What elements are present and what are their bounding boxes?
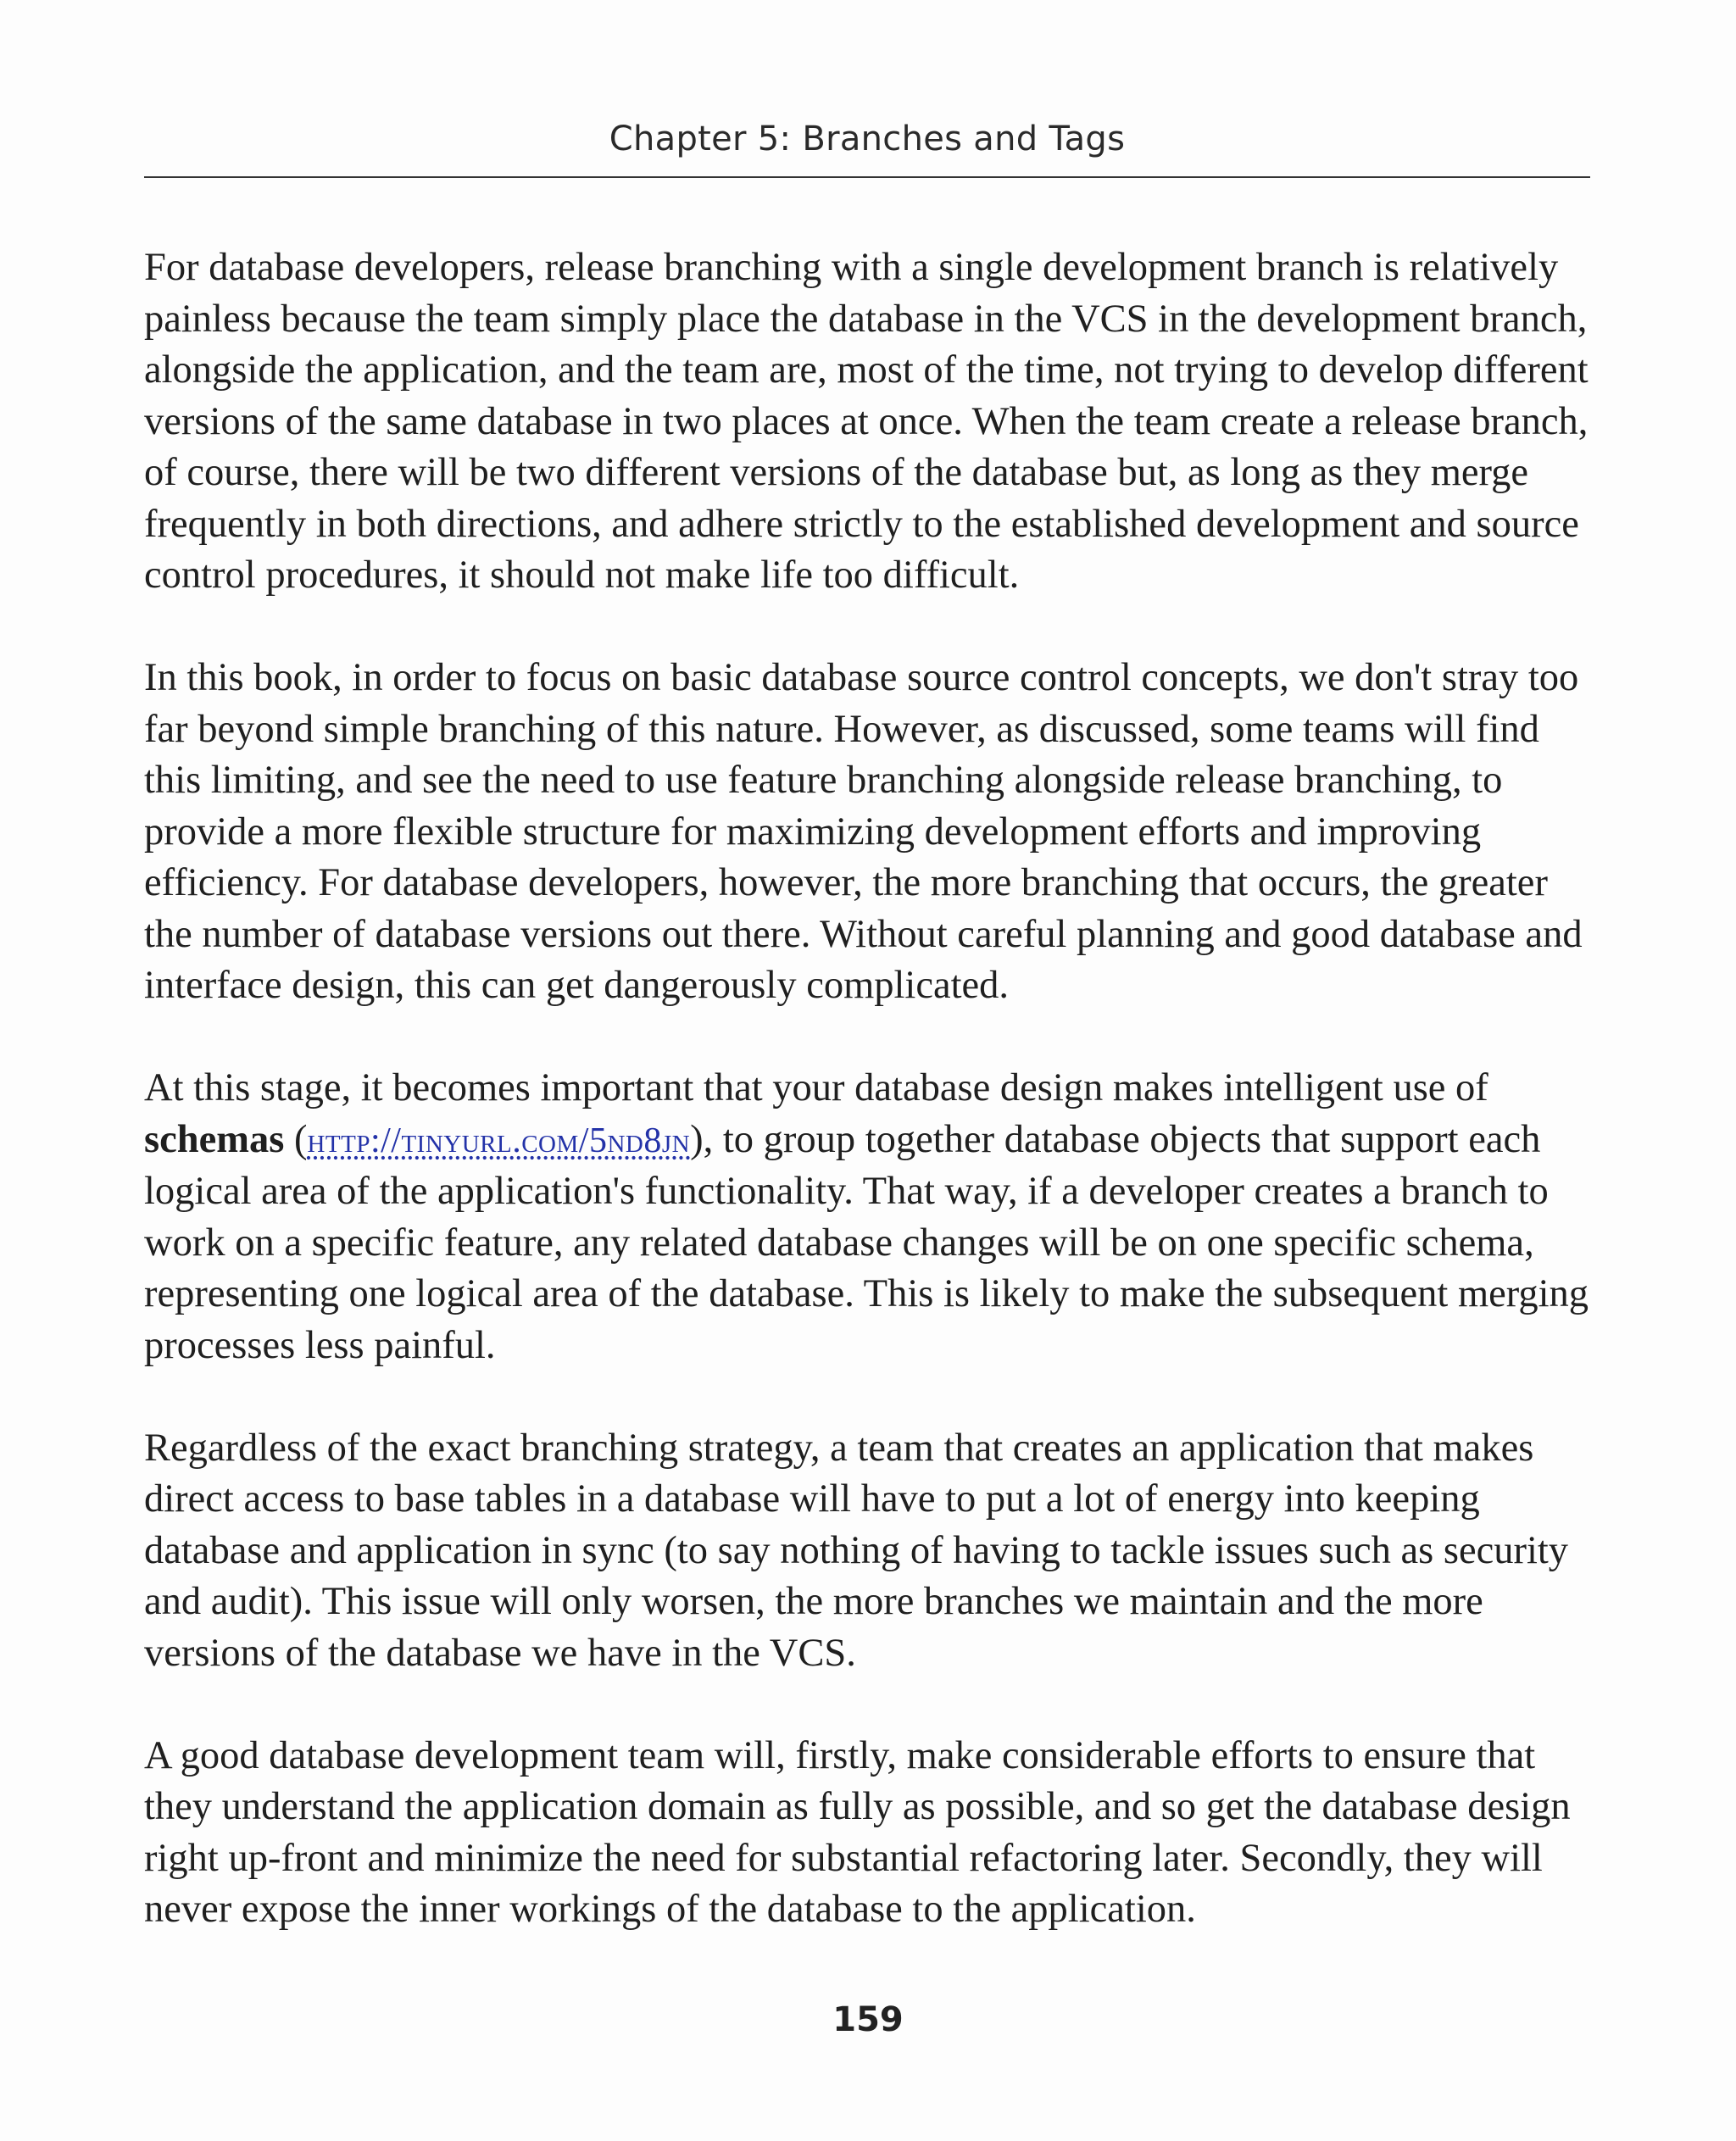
schemas-term: schemas bbox=[144, 1117, 285, 1161]
page-number: 159 bbox=[832, 2000, 904, 2039]
body-text bbox=[144, 242, 1602, 1936]
paragraph-3 bbox=[144, 1063, 1602, 1371]
paragraph-4: Regardless of the exact branching strategy, a team that creates an application that makes direct access to base tables in a database will have to put a lot of energy into keeping database and application in sync (to say nothing of having to tackle issues such as security and audit). This issue will only worsen, the more branches we maintain and the more versions of the database we have in the VCS. bbox=[144, 1426, 1569, 1675]
paragraph-3-tail: ), to group together database objects that support each logical area of the application's functionality. That way, if a developer creates a branch to work on a specific feature, any related database changes will be on one specific schema, representing one logical area of the database. This is likely to make the subsequent merging processes less painful. bbox=[144, 1117, 1589, 1367]
paragraph-2: In this book, in order to focus on basic database source control concepts, we don't stray too far beyond simple branching of this nature. However, as discussed, some teams will find this limiting, and see the need to use feature branching alongside release branching, to provide a more flexible structure for maximizing development efforts and improving efficiency. For database developers, however, the more branching that occurs, the greater the number of database versions out there. Without careful planning and good database and interface design, this can get dangerously complicated. bbox=[144, 656, 1583, 1007]
paragraph-5: A good database development team will, firstly, make considerable efforts to ensure that they understand the application domain as fully as possible, and so get the database design right up-front and minimize the need for substantial refactoring later. Secondly, they will never expose the inner workings of the database to the application. bbox=[144, 1733, 1571, 1931]
schemas-link[interactable]: http://tinyurl.com/5nd8jn bbox=[307, 1121, 691, 1160]
header-rule bbox=[144, 176, 1590, 178]
running-header: Chapter 5: Branches and Tags bbox=[609, 120, 1126, 158]
paragraph-3-lead: At this stage, it becomes important that your database design makes intelligent use of bbox=[144, 1066, 1488, 1109]
paren-open: ( bbox=[284, 1117, 308, 1161]
paragraph-1: For database developers, release branching with a single development branch is relatively painless because the team simply place the database in the VCS in the development branch, alongside the application, and the team are, most of the time, not trying to develop different versions of the same database in two places at once. When the team create a release branch, of course, there will be two different versions of the database but, as long as they merge frequently in both directions, and adhere strictly to the established development and source control procedures, it should not make life too difficult. bbox=[144, 246, 1589, 597]
